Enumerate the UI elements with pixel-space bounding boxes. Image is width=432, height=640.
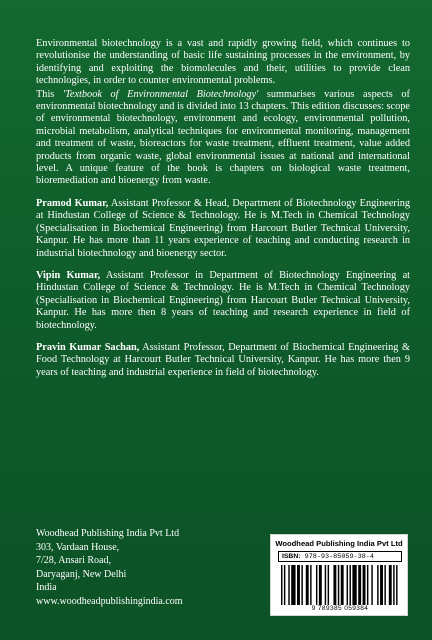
author-bio-1 [36,198,410,260]
description-paragraph-2 [36,89,410,188]
author-text-1: Assistant Professor & Head, Department of Biotechnology Engineering at Hindustan College of Science & Technology. He is M.Tech in Chemical Technology (Specialisation in Biochemical Engineering) from Harcourt Butler Technical University, Kanpur. He has more than 11 years experience of teaching and conducting research in industrial biotechnology and bioenergy sector. [36,197,410,259]
barcode-digits: 9 789385 059384 [311,605,369,612]
book-title: 'Textbook of Environmental Biotechnology' [62,88,259,100]
barcode-bar [384,565,385,605]
address-country: India [36,582,57,594]
barcode-bar [310,565,311,605]
barcode-bar [328,565,329,605]
barcode-panel [270,534,408,616]
description-body: summarises various aspects of environmental biotechnology and is divided into 13 chapters. This edition discusses: scope of environmental biotechnology, environment and ecology, environmental pollution, microbial metabolism, analytical techniques for environmental monitoring, management and treatment of waste, bioreactors for waste treatment, effluent treatment, value added products from organic waste, global environmental issues at national and international level. A unique feature of the book is chapters on biological waste treatment, bioremediation and bioenergy from waste. [36,88,410,187]
barcode-bar [325,565,326,605]
author-name-1: Pramod Kumar, [36,197,109,209]
barcode-bar [284,565,285,605]
author-name-3: Pravin Kumar Sachan, [36,341,140,353]
barcode-bar [367,565,368,605]
barcode-bar [389,565,392,605]
barcode-bar [371,565,372,605]
barcode-bar [393,565,394,605]
barcode-publisher: Woodhead Publishing India Pvt Ltd [275,539,403,548]
barcode-bar [396,565,397,605]
barcode-bar [319,565,322,605]
cover-text-block [36,38,410,379]
barcode-bar [377,565,378,605]
isbn-number: 978-93-85059-38-4 [304,553,374,561]
barcode-bar [306,565,309,605]
barcode-bar [281,565,282,605]
barcode-bar [288,565,289,605]
barcode-bars [281,565,399,605]
isbn-box [278,551,402,562]
author-text-3: Assistant Professor, Department of Biochemical Engineering & Food Technology at Harcourt Butler Technical University, Kanpur. He has more then 9 years of teaching and industrial experience in field of biotechnology. [36,341,410,378]
barcode-bar [301,565,302,605]
barcode-bar [338,565,339,605]
barcode-bar [358,565,361,605]
publisher-address [36,527,236,609]
author-text-2: Assistant Professor in Department of Biotechnology Engineering at Hindustan College of Science & Technology. He is M.Tech in Chemical Technology (Specialisation in Biochemical Engineering) from Harcourt Butler Technical University, Kanpur. He has more then 8 years of teaching and research experience in field of biotechnology. [36,269,410,331]
address-line-3: Daryaganj, New Delhi [36,568,127,580]
barcode-bar [291,565,295,605]
barcode-bar [297,565,300,605]
barcode-bar [349,565,350,605]
description-paragraph-1: Environmental biotechnology is a vast and rapidly growing field, which continues to revolutionise the understanding of basic life sustaining processes in the environment, by identifying and exploiting the biomolecules and their, utilities to provide clean technologies, in order to counter environmental problems. [36,38,410,87]
barcode-bar [341,565,344,605]
author-bio-3 [36,342,410,379]
barcode-bar [380,565,383,605]
description-prefix: This [36,88,63,100]
isbn-label: ISBN: [282,553,301,560]
barcode-bar [363,565,366,605]
barcode-bar [347,565,348,605]
address-line-2: 7/28, Ansari Road, [36,555,111,567]
barcode-bar [352,565,356,605]
author-name-2: Vipin Kumar, [36,269,101,281]
barcode-bar [316,565,317,605]
author-bio-2 [36,270,410,332]
publisher-name: Woodhead Publishing India Pvt Ltd [36,528,180,539]
address-line-1: 303, Vardaan House, [36,541,120,553]
publisher-website[interactable]: www.woodheadpublishingindia.com [36,595,183,607]
barcode-bar [333,565,336,605]
